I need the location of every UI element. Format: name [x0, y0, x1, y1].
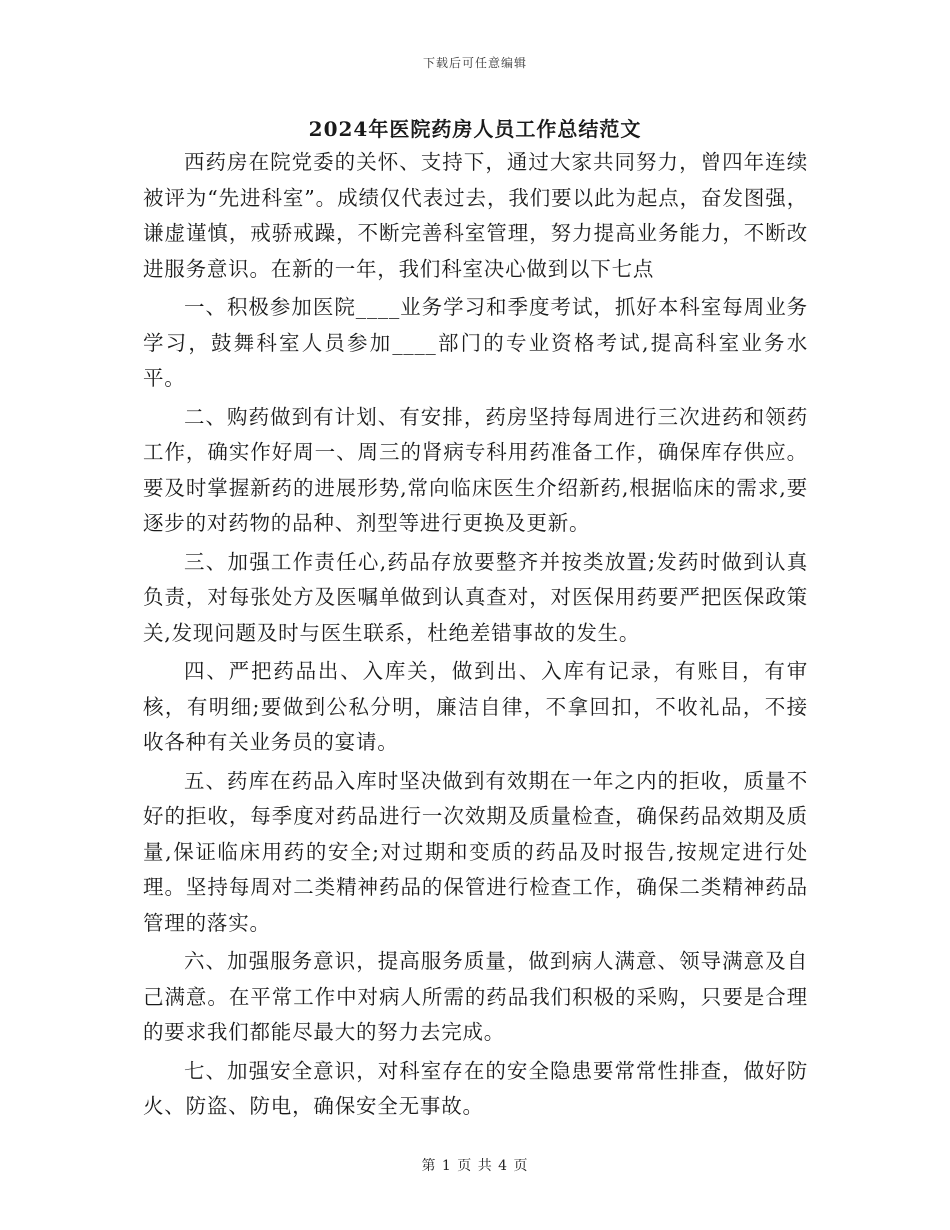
- paragraph-point-6: 六、加强服务意识，提高服务质量，做到病人满意、领导满意及自己满意。在平常工作中对病人所需的药品我们积极的采购，只要是合理的要求我们都能尽最大的努力去完成。: [143, 949, 808, 1044]
- document-title: 2024年医院药房人员工作总结范文: [308, 117, 642, 141]
- paragraph-intro: 西药房在院党委的关怀、支持下，通过大家共同努力，曾四年连续被评为“先进科室”。成绩仅代表过去，我们要以此为起点，奋发图强，谦虚谨慎，戒骄戒躁，不断完善科室管理，努力提高业务能力，不断改进服务意识。在新的一年，我们科室决心做到以下七点: [143, 150, 808, 281]
- document-body: [143, 145, 808, 1125]
- paragraph-point-5: 五、药库在药品入库时坚决做到有效期在一年之内的拒收，质量不好的拒收，每季度对药品进行一次效期及质量检查，确保药品效期及质量,保证临床用药的安全;对过期和变质的药品及时报告,按规定进行处理。坚持每周对二类精神药品的保管进行检查工作，确保二类精神药品管理的落实。: [143, 768, 808, 935]
- header-note: 下载后可任意编辑: [422, 56, 527, 70]
- paragraph-point-3: 三、加强工作责任心,药品存放要整齐并按类放置;发药时做到认真负责，对每张处方及医嘱单做到认真查对，对医保用药要严把医保政策关,发现问题及时与医生联系，杜绝差错事故的发生。: [143, 549, 808, 645]
- page-number: 第 1 页 共 4 页: [421, 1158, 529, 1174]
- paragraph-point-7: 七、加强安全意识，对科室存在的安全隐患要常常性排查，做好防火、防盗、防电，确保安全无事故。: [143, 1058, 808, 1118]
- paragraph-point-4: 四、严把药品出、入库关，做到出、入库有记录，有账目，有审核，有明细;要做到公私分明，廉洁自律，不拿回扣，不收礼品，不接收各种有关业务员的宴请。: [143, 659, 808, 754]
- paragraph-point-1: 一、积极参加医院____业务学习和季度考试，抓好本科室每周业务学习，鼓舞科室人员参加____部门的专业资格考试,提高科室业务水平。: [143, 295, 808, 390]
- paragraph-point-2: 二、购药做到有计划、有安排，药房坚持每周进行三次进药和领药工作，确实作好周一、周三的肾病专科用药准备工作，确保库存供应。要及时掌握新药的进展形势,常向临床医生介绍新药,根据临床的需求,要逐步的对药物的品种、剂型等进行更换及更新。: [143, 404, 808, 535]
